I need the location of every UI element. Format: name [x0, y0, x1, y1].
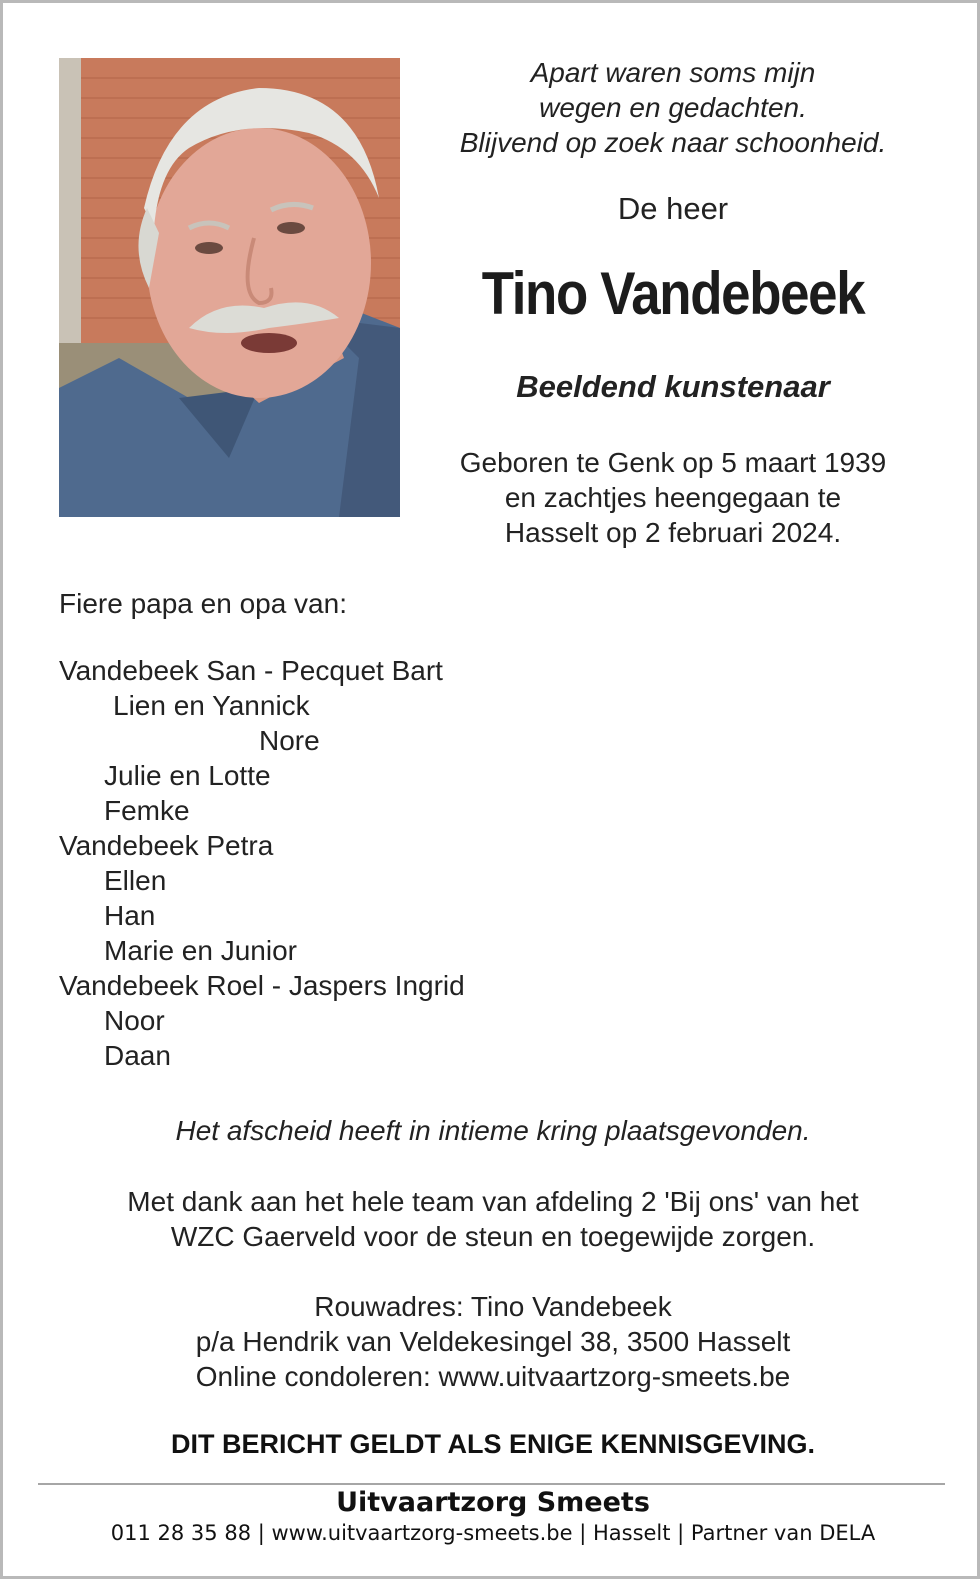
- family-member: Vandebeek Petra: [59, 830, 274, 861]
- family-member: Ellen: [104, 865, 167, 896]
- address-line-2: p/a Hendrik van Veldekesingel 38, 3500 Hasselt: [195, 1326, 791, 1357]
- family-member: Han: [104, 900, 156, 931]
- funeral-company-info: 011 28 35 88 | www.uitvaartzorg-smeets.be | Hasselt | Partner van DELA: [110, 1521, 876, 1545]
- address-line-1: Rouwadres: Tino Vandebeek: [314, 1291, 672, 1322]
- poem-line-1: Apart waren soms mijn: [530, 57, 816, 88]
- family-member: Femke: [104, 795, 190, 826]
- family-member: Vandebeek Roel - Jaspers Ingrid: [59, 970, 465, 1001]
- family-member: Vandebeek San - Pecquet Bart: [59, 655, 443, 686]
- family-intro: Fiere papa en opa van:: [59, 588, 347, 619]
- poem: [423, 55, 923, 160]
- thanks-note: [3, 1184, 980, 1254]
- portrait-photo-icon: [59, 58, 400, 517]
- family-member: Noor: [104, 1005, 165, 1036]
- thanks-line-2: WZC Gaerveld voor de steun en toegewijde zorgen.: [170, 1221, 816, 1252]
- deceased-name: Tino Vandebeek: [481, 260, 865, 327]
- family-member: Nore: [259, 725, 320, 756]
- address-line-3: Online condoleren: www.uitvaartzorg-smeets.be: [195, 1361, 791, 1392]
- thanks-line-1: Met dank aan het hele team van afdeling 2 'Bij ons' van het: [127, 1186, 859, 1217]
- poem-line-3: Blijvend op zoek naar schoonheid.: [459, 127, 887, 158]
- family-member: Marie en Junior: [104, 935, 297, 966]
- family-member: Lien en Yannick: [113, 690, 310, 721]
- birth-line-2: en zachtjes heengegaan te: [504, 482, 842, 513]
- birth-death-info: [423, 445, 923, 550]
- official-notice: DIT BERICHT GELDT ALS ENIGE KENNISGEVING.: [170, 1429, 816, 1459]
- footer-divider: [38, 1483, 945, 1485]
- funeral-company-name: Uitvaartzorg Smeets: [336, 1487, 650, 1518]
- farewell-note: Het afscheid heeft in intieme kring plaatsgevonden.: [175, 1115, 811, 1146]
- family-member: Julie en Lotte: [104, 760, 271, 791]
- birth-line-3: Hasselt op 2 februari 2024.: [504, 517, 842, 548]
- birth-line-1: Geboren te Genk op 5 maart 1939: [459, 447, 887, 478]
- mourning-address: [3, 1289, 980, 1394]
- salutation: De heer: [617, 191, 729, 226]
- profession: Beeldend kunstenaar: [516, 369, 830, 404]
- portrait-photo: [59, 58, 400, 517]
- family-member: Daan: [104, 1040, 171, 1071]
- poem-line-2: wegen en gedachten.: [539, 92, 807, 123]
